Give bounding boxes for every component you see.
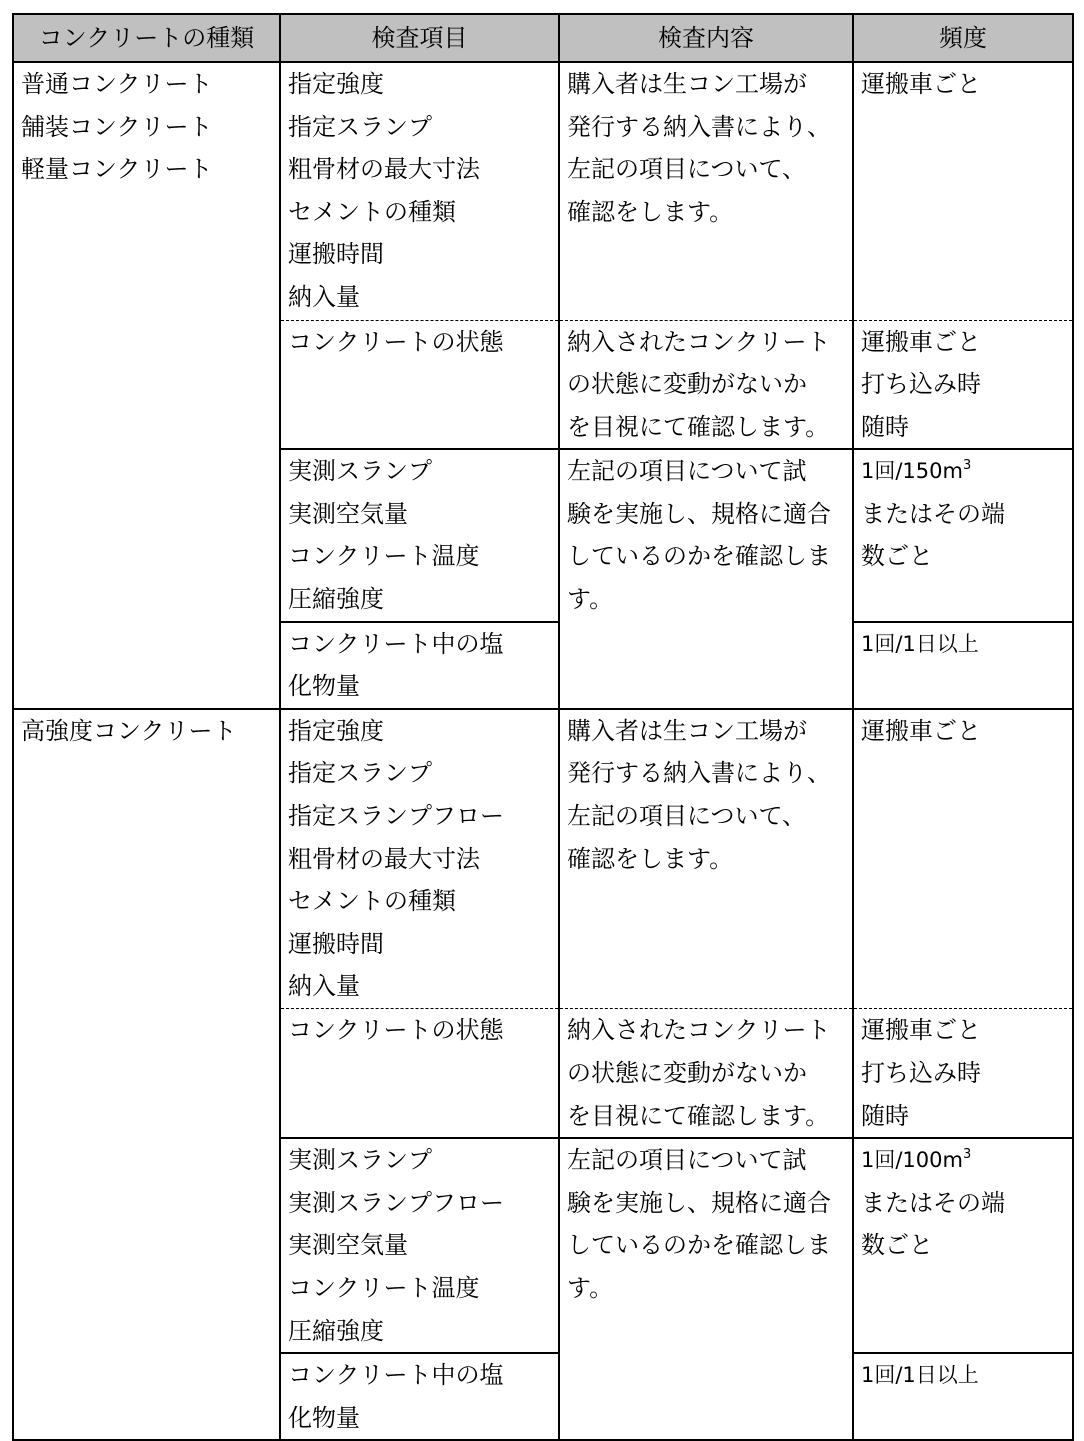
frequency-cell bbox=[853, 1009, 1073, 1138]
inspection-item: セメントの種類 bbox=[288, 197, 456, 226]
inspection-item: 納入量 bbox=[288, 282, 360, 311]
frequency-line: 随時 bbox=[861, 412, 909, 441]
inspection-item: コンクリート温度 bbox=[288, 542, 480, 571]
inspection-content-line: 左記の項目について試 bbox=[567, 457, 807, 486]
inspection-items-cell bbox=[280, 709, 559, 1009]
inspection-content-line: の状態に変動がないか bbox=[567, 1058, 807, 1087]
inspection-item: 指定強度 bbox=[288, 716, 384, 745]
concrete-type-cell bbox=[13, 709, 280, 1440]
inspection-content-line: 購入者は生コン工場が bbox=[567, 70, 807, 98]
frequency-cell bbox=[853, 62, 1073, 320]
frequency-line: 数ごと bbox=[861, 542, 933, 571]
inspection-content-line: を目視にて確認します。 bbox=[567, 412, 830, 441]
inspection-items-cell bbox=[280, 1353, 559, 1440]
inspection-item: 化物量 bbox=[288, 1403, 360, 1432]
frequency-line: 随時 bbox=[861, 1101, 909, 1130]
concrete-inspection-table bbox=[12, 13, 1074, 1441]
concrete-type: 高強度コンクリート bbox=[21, 716, 237, 745]
inspection-content-line: す。 bbox=[567, 585, 614, 614]
cubic-superscript: 3 bbox=[962, 1147, 972, 1163]
inspection-item: 圧縮強度 bbox=[288, 585, 384, 614]
frequency-rate: 1回/100m bbox=[861, 1148, 963, 1173]
inspection-content-line: しているのかを確認しま bbox=[567, 1231, 831, 1260]
frequency-cell bbox=[853, 449, 1073, 621]
concrete-type-cell bbox=[13, 62, 280, 709]
frequency-cell bbox=[853, 709, 1073, 1009]
header-inspection-content: 検査内容 bbox=[559, 14, 853, 62]
inspection-item: 実測スランプフロー bbox=[288, 1188, 504, 1217]
frequency-cell bbox=[853, 320, 1073, 449]
inspection-item: 粗骨材の最大寸法 bbox=[288, 844, 480, 873]
inspection-items-cell bbox=[280, 622, 559, 709]
inspection-content-line: 験を実施し、規格に適合 bbox=[567, 499, 831, 528]
inspection-item: 指定スランプフロー bbox=[288, 802, 504, 831]
frequency-line: 1回/1日以上 bbox=[861, 1363, 979, 1388]
inspection-item: 粗骨材の最大寸法 bbox=[288, 155, 480, 184]
header-inspection-item: 検査項目 bbox=[280, 14, 559, 62]
frequency-rate: 1回/150m bbox=[861, 459, 963, 484]
frequency-line bbox=[861, 1139, 1072, 1182]
inspection-content-line: 発行する納入書により、 bbox=[567, 759, 831, 788]
inspection-item: 運搬時間 bbox=[288, 929, 384, 958]
inspection-item: 実測空気量 bbox=[288, 499, 408, 528]
inspection-content-line: 左記の項目について試 bbox=[567, 1146, 807, 1175]
concrete-type: 舗装コンクリート bbox=[21, 112, 213, 141]
inspection-content-cell bbox=[559, 320, 853, 449]
frequency-line: 運搬車ごと bbox=[861, 70, 981, 98]
inspection-content-line: 発行する納入書により、 bbox=[567, 112, 831, 141]
frequency-cell bbox=[853, 1353, 1073, 1440]
inspection-content-cell bbox=[559, 709, 853, 1009]
inspection-item: 指定スランプ bbox=[288, 759, 432, 788]
inspection-item: 実測スランプ bbox=[288, 457, 432, 486]
inspection-items-cell bbox=[280, 1009, 559, 1138]
frequency-line: 数ごと bbox=[861, 1231, 933, 1260]
frequency-line: またはその端 bbox=[861, 499, 1005, 528]
inspection-item: セメントの種類 bbox=[288, 887, 456, 916]
frequency-cell bbox=[853, 1138, 1073, 1353]
inspection-content-line: 確認をします。 bbox=[567, 197, 734, 226]
inspection-content-cell bbox=[559, 449, 853, 709]
inspection-item: コンクリート中の塩 bbox=[288, 1361, 504, 1390]
inspection-content-line: 購入者は生コン工場が bbox=[567, 716, 807, 745]
inspection-content-line: 験を実施し、規格に適合 bbox=[567, 1188, 831, 1217]
inspection-item: コンクリート温度 bbox=[288, 1273, 480, 1302]
concrete-type: 軽量コンクリート bbox=[21, 155, 213, 184]
frequency-line: 運搬車ごと bbox=[861, 1016, 981, 1045]
frequency-cell bbox=[853, 622, 1073, 709]
inspection-content-cell bbox=[559, 62, 853, 320]
inspection-item: コンクリート中の塩 bbox=[288, 629, 504, 658]
header-frequency: 頻度 bbox=[853, 14, 1073, 62]
cubic-superscript: 3 bbox=[962, 458, 972, 474]
inspection-item: 運搬時間 bbox=[288, 240, 384, 269]
inspection-item: コンクリートの状態 bbox=[288, 1016, 504, 1045]
inspection-item: 指定強度 bbox=[288, 70, 384, 98]
inspection-content-cell bbox=[559, 1009, 853, 1138]
frequency-line: またはその端 bbox=[861, 1188, 1005, 1217]
inspection-content-line: 納入されたコンクリート bbox=[567, 327, 831, 356]
inspection-content-line: 左記の項目について、 bbox=[567, 802, 807, 831]
inspection-item: 実測空気量 bbox=[288, 1231, 408, 1260]
inspection-content-line: しているのかを確認しま bbox=[567, 542, 831, 571]
frequency-line: 打ち込み時 bbox=[861, 370, 981, 399]
concrete-type: 普通コンクリート bbox=[21, 70, 213, 98]
inspection-content-line: す。 bbox=[567, 1273, 614, 1302]
inspection-items-cell bbox=[280, 62, 559, 320]
inspection-content-cell bbox=[559, 1138, 853, 1440]
inspection-item: 化物量 bbox=[288, 672, 360, 701]
inspection-content-line: の状態に変動がないか bbox=[567, 370, 807, 399]
inspection-items-cell bbox=[280, 320, 559, 449]
frequency-line: 1回/1日以上 bbox=[861, 631, 979, 656]
frequency-line: 運搬車ごと bbox=[861, 327, 981, 356]
frequency-line: 運搬車ごと bbox=[861, 716, 981, 745]
inspection-item: 納入量 bbox=[288, 972, 360, 1001]
inspection-item: コンクリートの状態 bbox=[288, 327, 504, 356]
inspection-content-line: 左記の項目について、 bbox=[567, 155, 807, 184]
header-concrete-type: コンクリートの種類 bbox=[13, 14, 280, 62]
inspection-items-cell bbox=[280, 1138, 559, 1353]
inspection-items-cell bbox=[280, 449, 559, 621]
inspection-item: 実測スランプ bbox=[288, 1146, 432, 1175]
inspection-content-line: 納入されたコンクリート bbox=[567, 1016, 831, 1045]
inspection-item: 指定スランプ bbox=[288, 112, 432, 141]
inspection-content-line: を目視にて確認します。 bbox=[567, 1101, 830, 1130]
frequency-line bbox=[861, 450, 1072, 493]
inspection-content-line: 確認をします。 bbox=[567, 844, 734, 873]
frequency-line: 打ち込み時 bbox=[861, 1058, 981, 1087]
inspection-item: 圧縮強度 bbox=[288, 1316, 384, 1345]
